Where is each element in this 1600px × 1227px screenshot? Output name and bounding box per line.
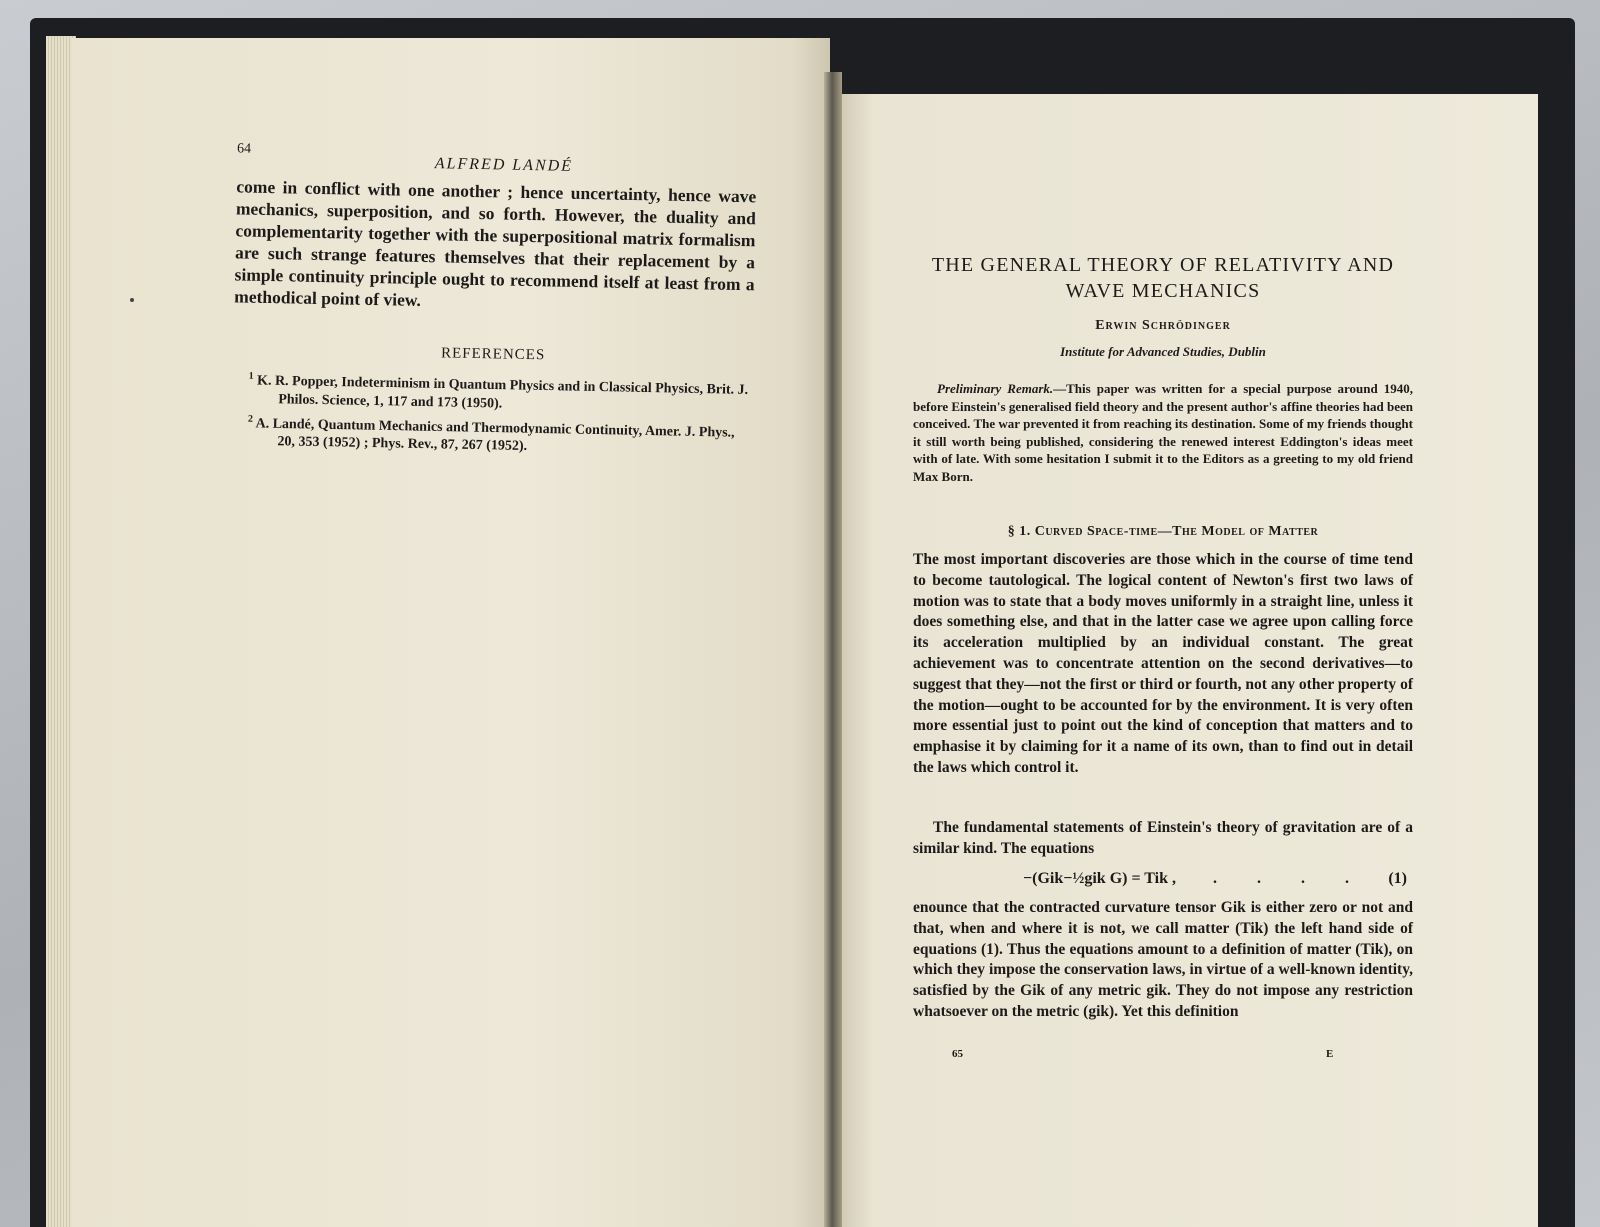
- remark-label: Preliminary Remark.: [937, 381, 1054, 396]
- remark-text: —This paper was written for a special purpose around 1940, before Einstein's generalised field theory and the present author's affine theories had been conceived. The war prevented it from reaching its destination. Some of my friends thought it still worth being published, considering the renewed interest Eddington's ideas meet with of late. With some hesitation I submit it to the Editors as a greeting to my old friend Max Born.: [913, 381, 1414, 484]
- body-paragraph-1: The most important discoveries are those which in the course of time tend to become tautological. The logical content of Newton's first two laws of motion was to state that a body moves uniformly in a straight line, unless it does something else, and that in the latter case we agree upon calling force its acceleration multiplied by an individual constant. The great achievement was to concentrate attention on the second derivatives—to suggest that they—not the first or third or fourth, not any other property of the motion—ought to be accounted for by the environment. It is very often more essential just to point out the kind of conception that matters and to emphasise it by claiming for it a name of its own, than to find out in detail the laws which control it.: [913, 551, 1413, 776]
- section-heading: § 1. Curved Space-time—The Model of Matter: [1007, 524, 1319, 539]
- references-list: [231, 367, 753, 462]
- signature-mark: E: [1326, 1048, 1334, 1060]
- reference-item: [231, 410, 752, 461]
- article-title: THE GENERAL THEORY OF RELATIVITY AND WAVE MECHANICS: [931, 254, 1395, 302]
- right-page-number: 65: [952, 1048, 963, 1060]
- reference-text: K. R. Popper, Indeterminism in Quantum Physics and in Classical Physics, Brit. J. Philos. Science, 1, 117 and 173 (1950).: [256, 373, 749, 412]
- article-author: Erwin Schrödinger: [1095, 318, 1231, 333]
- left-body-text: come in conflict with one another ; hence uncertainty, hence wave mechanics, superposition, and so forth. However, the duality and complementarity together with the superpositional matrix formalism are such strange features themselves that their replacement by a simple continuity principle ought to recommend itself at least from a methodical point of view.: [234, 176, 757, 310]
- equation-number: (1): [1388, 870, 1407, 887]
- page-speck: [130, 298, 134, 302]
- left-page-number: 64: [236, 141, 252, 157]
- book-gutter: [824, 72, 842, 1227]
- body-paragraph-3: enounce that the contracted curvature tensor Gik is either zero or not and that, when and where it is not, we call matter (Tik) the left hand side of equations (1). Thus the equations amount to a definition of matter (Tik), on which they impose the conservation laws, in virtue of a well-known identity, satisfied by the Gik of any metric gik. They do not impose any restriction whatsoever on the metric (gik). Yet this definition: [913, 899, 1413, 1020]
- author-affiliation: Institute for Advanced Studies, Dublin: [1060, 344, 1266, 359]
- reference-text: A. Landé, Quantum Mechanics and Thermodynamic Continuity, Amer. J. Phys., 20, 353 (1952) ; Phys. Rev., 87, 267 (1952).: [255, 416, 735, 455]
- references-title: REFERENCES: [440, 345, 546, 364]
- equation-leader-dots: . . . .: [1213, 870, 1367, 887]
- reference-item: [232, 367, 753, 418]
- preliminary-remark: [913, 380, 1413, 485]
- reference-number: 2: [247, 413, 253, 425]
- reference-number: 1: [248, 370, 254, 382]
- running-head: ALFRED LANDÉ: [434, 155, 574, 175]
- body-paragraph-2: The fundamental statements of Einstein's theory of gravitation are of a similar kind. The equations: [913, 819, 1413, 857]
- equation-formula: −(Gik−½gik G) = Tik ,: [1023, 870, 1177, 887]
